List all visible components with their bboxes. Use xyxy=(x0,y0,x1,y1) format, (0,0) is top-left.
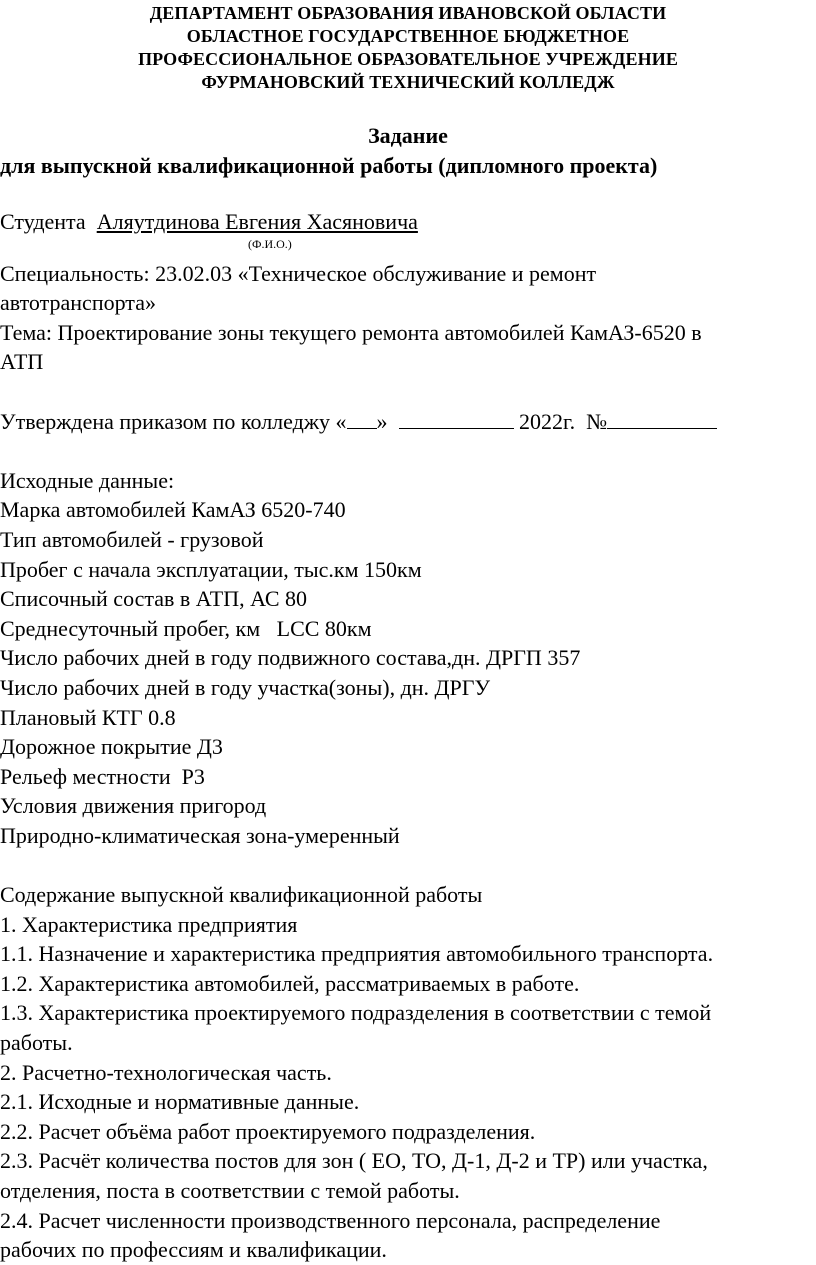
contents-item: 1. Характеристика предприятия xyxy=(0,911,298,937)
institution-header xyxy=(0,2,816,94)
header-line-1: ДЕПАРТАМЕНТ ОБРАЗОВАНИЯ ИВАНОВСКОЙ ОБЛАСТИ xyxy=(149,3,667,23)
approval-year: 2022г. xyxy=(519,408,576,434)
approval-number-blank xyxy=(607,408,717,429)
approval-month-blank xyxy=(399,408,514,429)
topic-line-2: АТП xyxy=(0,349,44,375)
source-data-item: Рельеф местности Р3 xyxy=(0,763,205,789)
source-data-item: Списочный состав в АТП, АС 80 xyxy=(0,586,308,612)
specialty-line-2: автотранспорта» xyxy=(0,290,156,316)
student-label: Студента xyxy=(0,209,86,234)
source-data-item: Пробег с начала эксплуатации, тыс.км 150км xyxy=(0,556,422,582)
header-line-3: ПРОФЕССИОНАЛЬНОЕ ОБРАЗОВАТЕЛЬНОЕ УЧРЕЖДЕНИЕ xyxy=(138,49,678,69)
source-data-heading: Исходные данные: xyxy=(0,467,175,493)
source-data-item: Среднесуточный пробег, км LСС 80км xyxy=(0,615,372,641)
specialty-line-1: Специальность: 23.02.03 «Техническое обслуживание и ремонт xyxy=(0,260,597,286)
contents-item: 2.3. Расчёт количества постов для зон ( ЕО, ТО, Д-1, Д-2 и ТР) или участка, xyxy=(0,1148,708,1174)
title-sub: для выпускной квалификационной работы (дипломного проекта) xyxy=(0,153,658,178)
topic-line-1: Тема: Проектирование зоны текущего ремонта автомобилей КамАЗ-6520 в xyxy=(0,319,702,345)
title-main: Задание xyxy=(368,123,448,148)
approval-number-sign: № xyxy=(586,408,608,434)
contents-item: отделения, поста в соответствии с темой работы. xyxy=(0,1178,460,1203)
approval-prefix: Утверждена приказом по колледжу « xyxy=(0,408,347,434)
source-data-item: Число рабочих дней в году подвижного состава,дн. ДРГП 357 xyxy=(0,645,581,671)
source-data-item: Плановый КТГ 0.8 xyxy=(0,704,176,730)
contents-heading: Содержание выпускной квалификационной работы xyxy=(0,882,483,908)
source-data-item: Марка автомобилей КамАЗ 6520-740 xyxy=(0,497,346,523)
student-name: Аляутдинова Евгения Хасяновича xyxy=(96,209,418,234)
contents-item: 2.2. Расчет объёма работ проектируемого подразделения. xyxy=(0,1118,536,1144)
contents-item: 2. Расчетно-технологическая часть. xyxy=(0,1059,332,1085)
approval-day-blank xyxy=(347,408,377,429)
approval-line xyxy=(0,407,816,437)
contents-item: 1.1. Назначение и характеристика предприятия автомобильного транспорта. xyxy=(0,941,714,967)
document-body xyxy=(0,207,816,1265)
source-data-item: Природно-климатическая зона-умеренный xyxy=(0,822,400,848)
student-line xyxy=(0,207,816,237)
header-line-4: ФУРМАНОВСКИЙ ТЕХНИЧЕСКИЙ КОЛЛЕДЖ xyxy=(201,72,615,92)
source-data-item: Число рабочих дней в году участка(зоны), дн. ДРГУ xyxy=(0,674,491,700)
source-data-item: Дорожное покрытие Д3 xyxy=(0,734,223,760)
fio-note: (Ф.И.О.) xyxy=(248,236,292,251)
header-line-2: ОБЛАСТНОЕ ГОСУДАРСТВЕННОЕ БЮДЖЕТНОЕ xyxy=(186,26,630,46)
contents-item: 2.1. Исходные и нормативные данные. xyxy=(0,1089,360,1115)
contents-item: 1.3. Характеристика проектируемого подразделения в соответствии с темой xyxy=(0,1000,712,1026)
approval-mid: » xyxy=(376,408,388,434)
contents-item: 1.2. Характеристика автомобилей, рассматриваемых в работе. xyxy=(0,970,580,996)
source-data-item: Тип автомобилей - грузовой xyxy=(0,526,264,552)
contents-item: 2.4. Расчет численности производственного персонала, распределение xyxy=(0,1207,661,1233)
assignment-title xyxy=(0,121,816,181)
contents-item: рабочих по профессиям и квалификации. xyxy=(0,1237,387,1263)
contents-item: работы. xyxy=(0,1030,73,1056)
source-data-item: Условия движения пригород xyxy=(0,793,267,819)
